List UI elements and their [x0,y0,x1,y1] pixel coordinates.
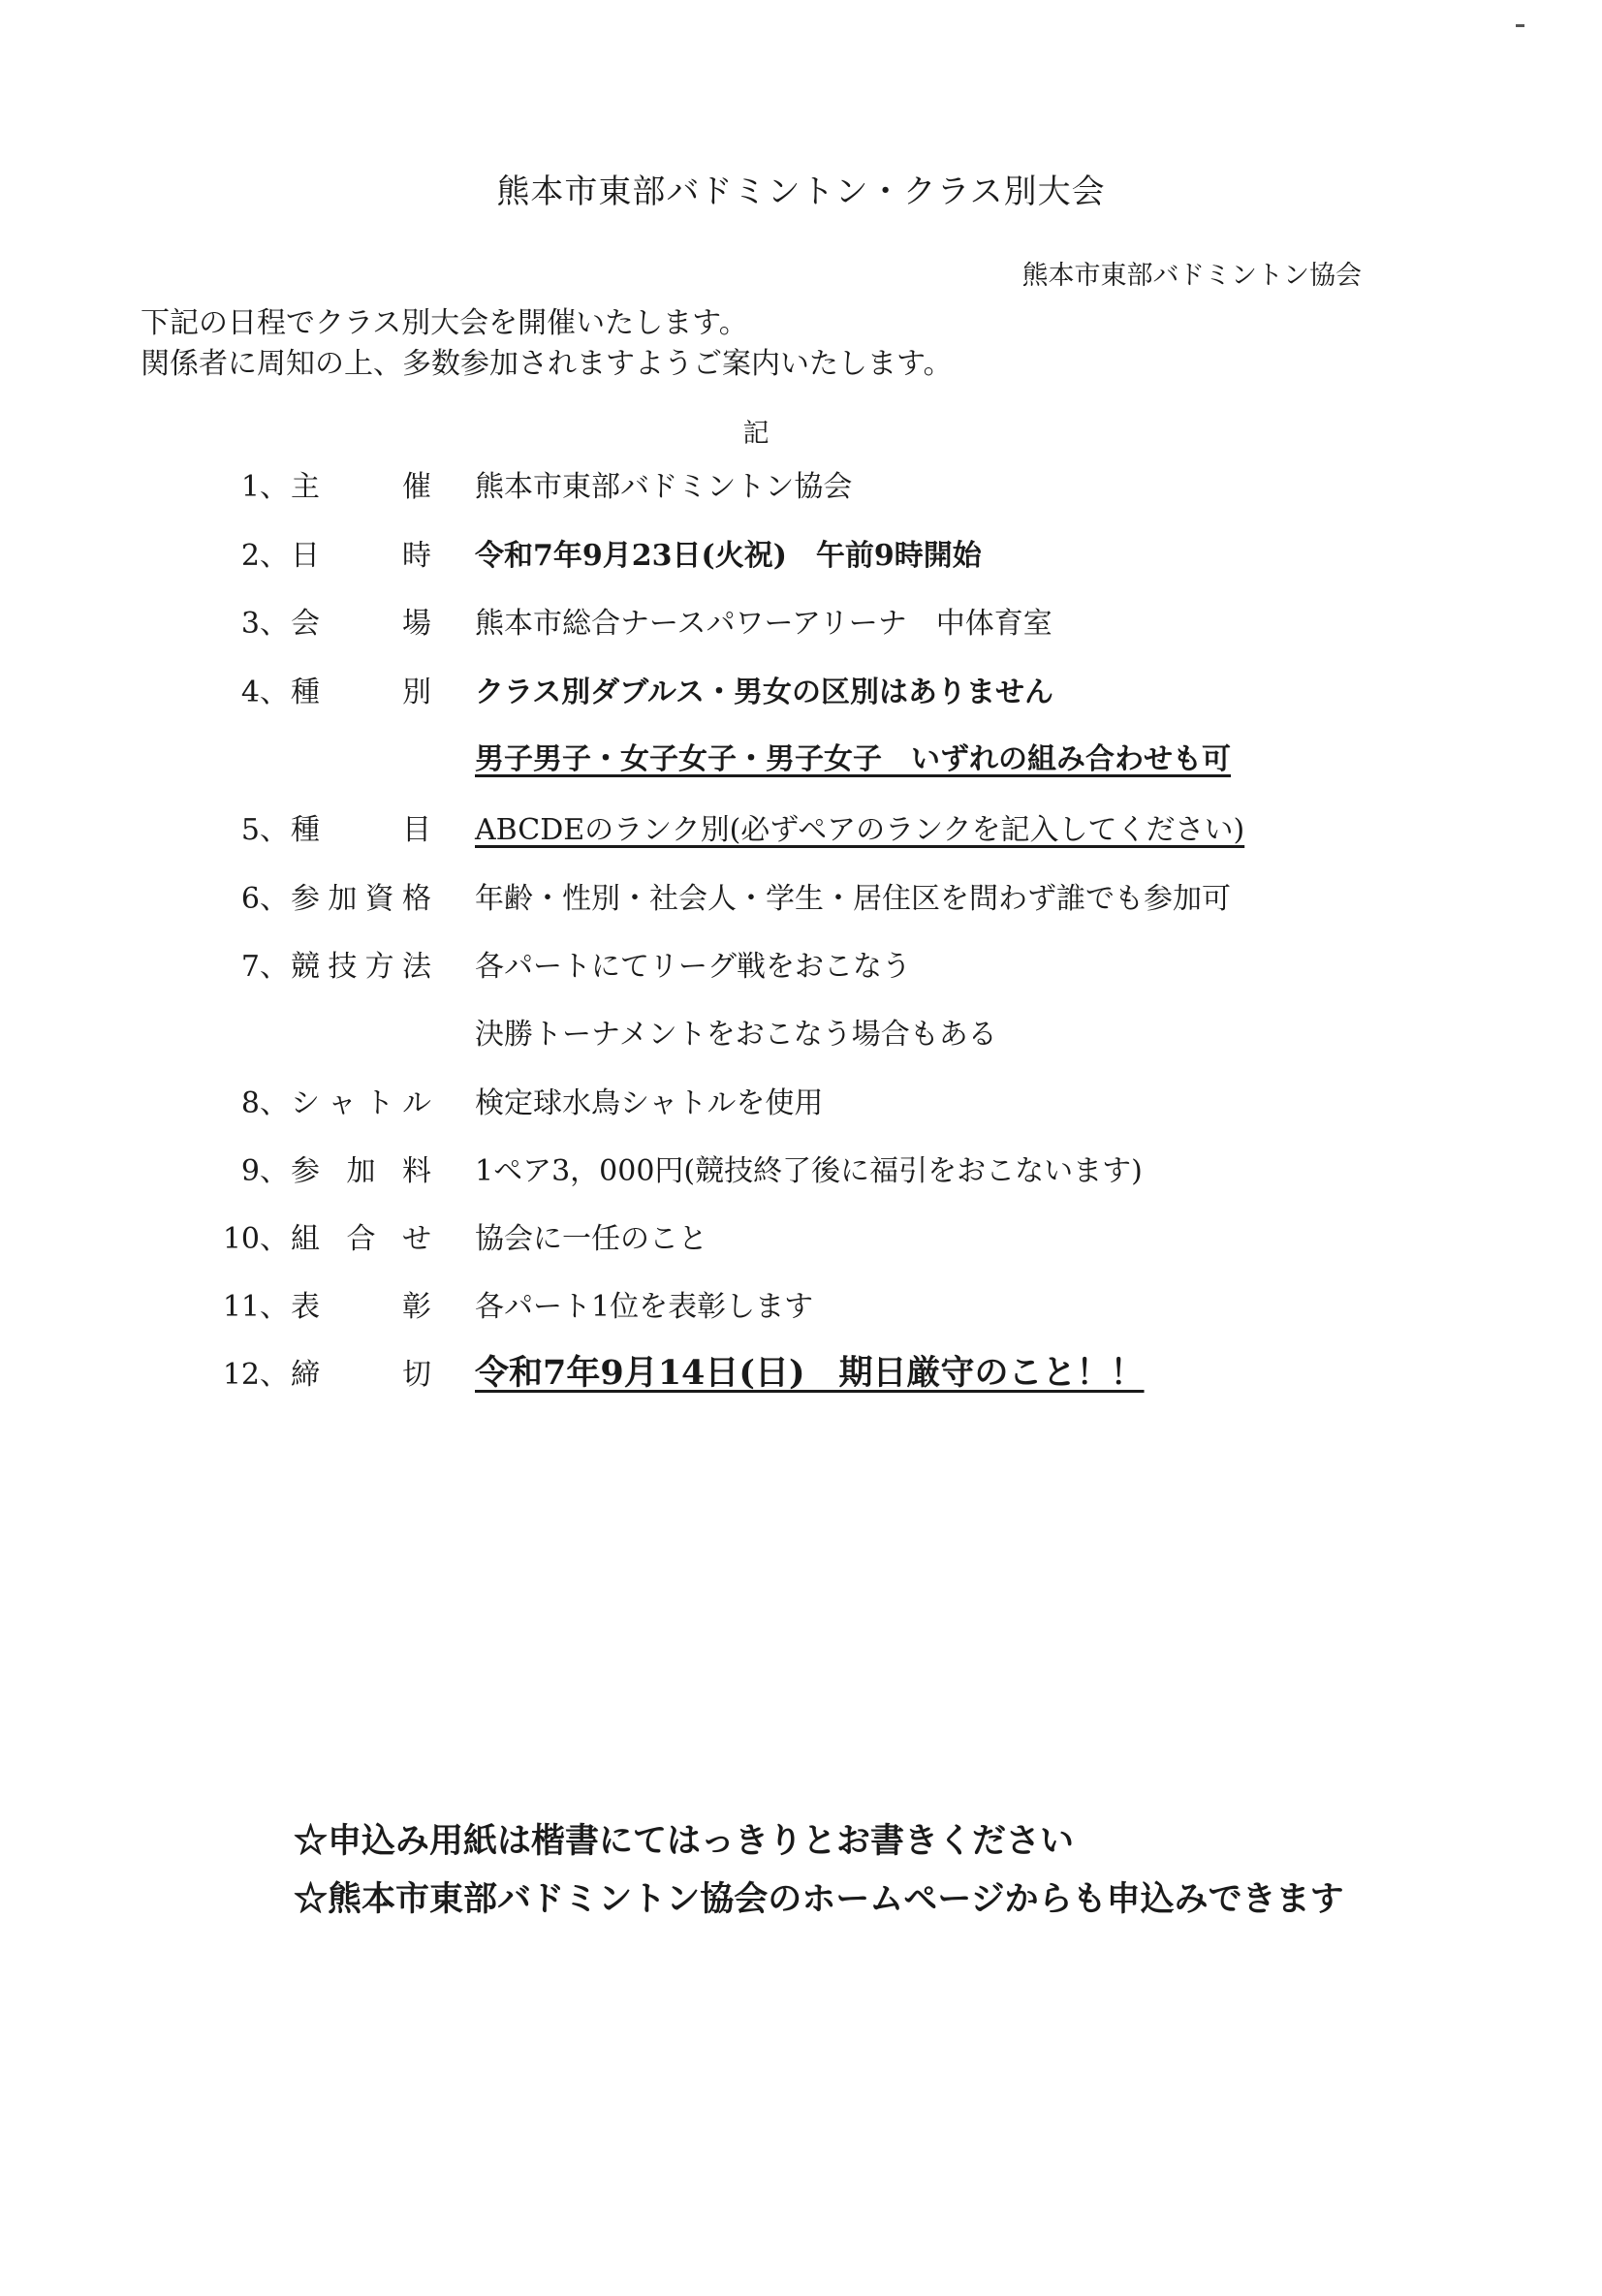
item-value: 令和7年9月14日(日) 期日厳守のこと！！ [475,1353,1145,1393]
item-row-fee [0,1147,1602,1195]
item-number: 8、 [240,1086,289,1120]
note-line-1: ☆申込み用紙は楷書にてはっきりとお書きください [294,1821,1075,1861]
item-number: 5、 [240,813,289,847]
item-label: 種目 [291,813,431,847]
item-label: 組合せ [291,1222,431,1256]
item-number: 10、 [222,1222,289,1256]
item-label: 締切 [291,1358,431,1392]
item-row-deadline [0,1350,1602,1399]
item-row-shuttle [0,1079,1602,1127]
item-value: 協会に一任のこと [475,1222,707,1256]
ki-heading: 記 [742,419,770,449]
item-value: 各パート1位を表彰します [475,1290,814,1324]
item-number: 2、 [240,539,289,573]
item-row-venue [0,599,1602,647]
organizer-name: 熊本市東部バドミントン協会 [1021,261,1362,291]
item-row-category-cont [0,735,1602,783]
item-label: 表彰 [291,1290,431,1324]
item-value: 熊本市東部バドミントン協会 [475,470,853,504]
item-value: 各パートにてリーグ戦をおこなう [475,950,911,984]
intro-line-2: 関係者に周知の上、多数参加されますようご案内いたします。 [141,347,953,381]
item-row-date [0,531,1602,580]
item-number: 1、 [240,470,289,504]
item-value: 男子男子・女子女子・男子女子 いずれの組み合わせも可 [475,742,1231,776]
item-number: 3、 [240,607,289,641]
item-label: 主催 [291,470,431,504]
item-number: 12、 [222,1358,289,1392]
item-value: 検定球水鳥シャトルを使用 [475,1086,824,1120]
item-label: 競技方法 [291,950,431,984]
item-value: クラス別ダブルス・男女の区別はありません [475,676,1053,709]
intro-line-1: 下記の日程でクラス別大会を開催いたします。 [141,306,748,340]
item-row-awards [0,1282,1602,1331]
item-number: 11、 [222,1290,289,1324]
item-row-category [0,668,1602,716]
item-value: 令和7年9月23日(火祝) 午前9時開始 [475,539,982,573]
item-row-event [0,805,1602,854]
item-label: 会場 [291,607,431,641]
item-value: 年齢・性別・社会人・学生・居住区を問わず誰でも参加可 [475,882,1231,916]
item-label: 参加資格 [291,882,431,916]
item-value: ABCDEのランク別(必ずペアのランクを記入してください) [475,813,1245,847]
item-value: 熊本市総合ナースパワーアリーナ 中体育室 [475,607,1052,641]
item-label: 種別 [291,676,431,709]
note-line-2: ☆熊本市東部バドミントン協会のホームページからも申込みできます [294,1879,1344,1919]
item-row-pairing [0,1214,1602,1263]
item-number: 4、 [240,676,289,709]
item-row-format-cont [0,1010,1602,1058]
item-value: 1ペア3，000円(競技終了後に福引をおこないます) [475,1154,1143,1188]
item-number: 7、 [240,950,289,984]
item-label: シャトル [291,1086,431,1120]
item-label: 日時 [291,539,431,573]
item-row-eligibility [0,874,1602,923]
item-row-format [0,942,1602,991]
page-title: 熊本市東部バドミントン・クラス別大会 [496,173,1106,211]
item-label: 参加料 [291,1154,431,1188]
item-row-host [0,462,1602,511]
item-number: 9、 [240,1154,289,1188]
item-number: 6、 [240,882,289,916]
item-value: 決勝トーナメントをおこなう場合もある [475,1018,997,1052]
